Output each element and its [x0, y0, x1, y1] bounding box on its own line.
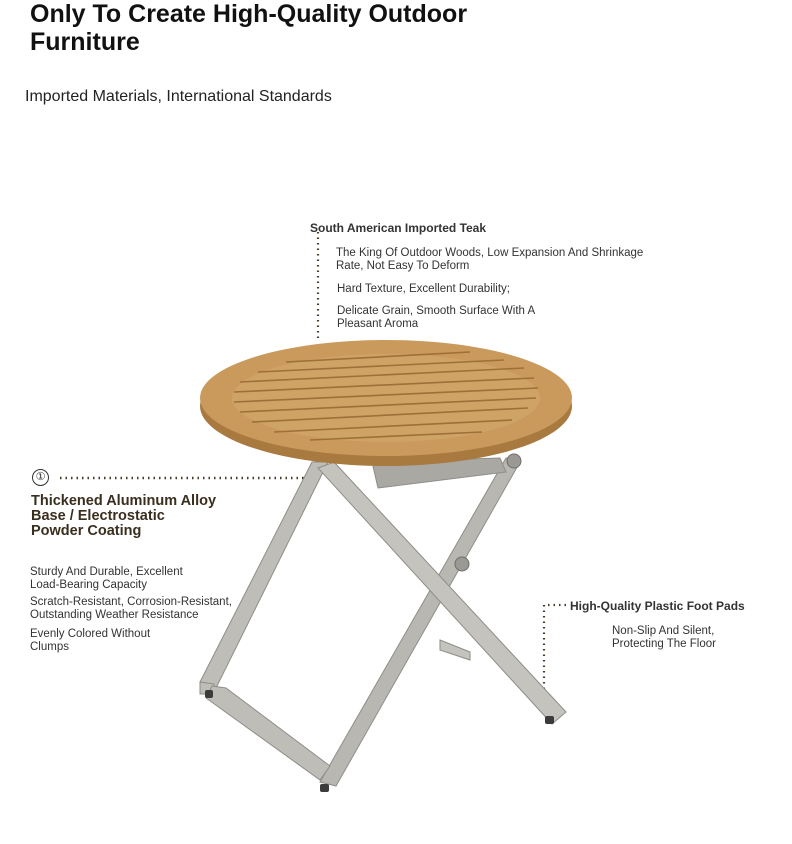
headline: Only To Create High-Quality Outdoor Furniture	[30, 0, 468, 56]
foot-pad	[205, 690, 213, 698]
foot-callout-title: High-Quality Plastic Foot Pads	[570, 599, 745, 613]
teak-note: Hard Texture, Excellent Durability;	[337, 283, 510, 295]
foot-pad	[320, 784, 329, 792]
teak-callout-title: South American Imported Teak	[310, 221, 487, 235]
top-bolt	[507, 454, 521, 468]
base-note: Scratch-Resistant, Corrosion-Resistant, Outstanding Weather Resistance	[30, 596, 232, 621]
foot-leader-line	[544, 605, 566, 704]
rear-leg	[320, 458, 520, 786]
foot-note: Non-Slip And Silent, Protecting The Floor	[612, 625, 716, 650]
base-callout-title: Thickened Aluminum Alloy Base / Electrostatic Powder Coating	[31, 493, 217, 539]
foot-pad	[545, 716, 554, 724]
front-leg	[318, 462, 566, 724]
number-badge: ①	[32, 469, 49, 486]
base-note: Evenly Colored Without Clumps	[30, 628, 151, 653]
center-bolt	[455, 557, 469, 571]
teak-note: Delicate Grain, Smooth Surface With A Pleasant Aroma	[337, 305, 535, 330]
subheadline: Imported Materials, International Standards	[25, 88, 332, 105]
base-note: Sturdy And Durable, Excellent Load-Bearing Capacity	[30, 566, 183, 591]
teak-tabletop	[200, 340, 572, 466]
teak-note: The King Of Outdoor Woods, Low Expansion And Shrinkage Rate, Not Easy To Deform	[336, 247, 644, 272]
